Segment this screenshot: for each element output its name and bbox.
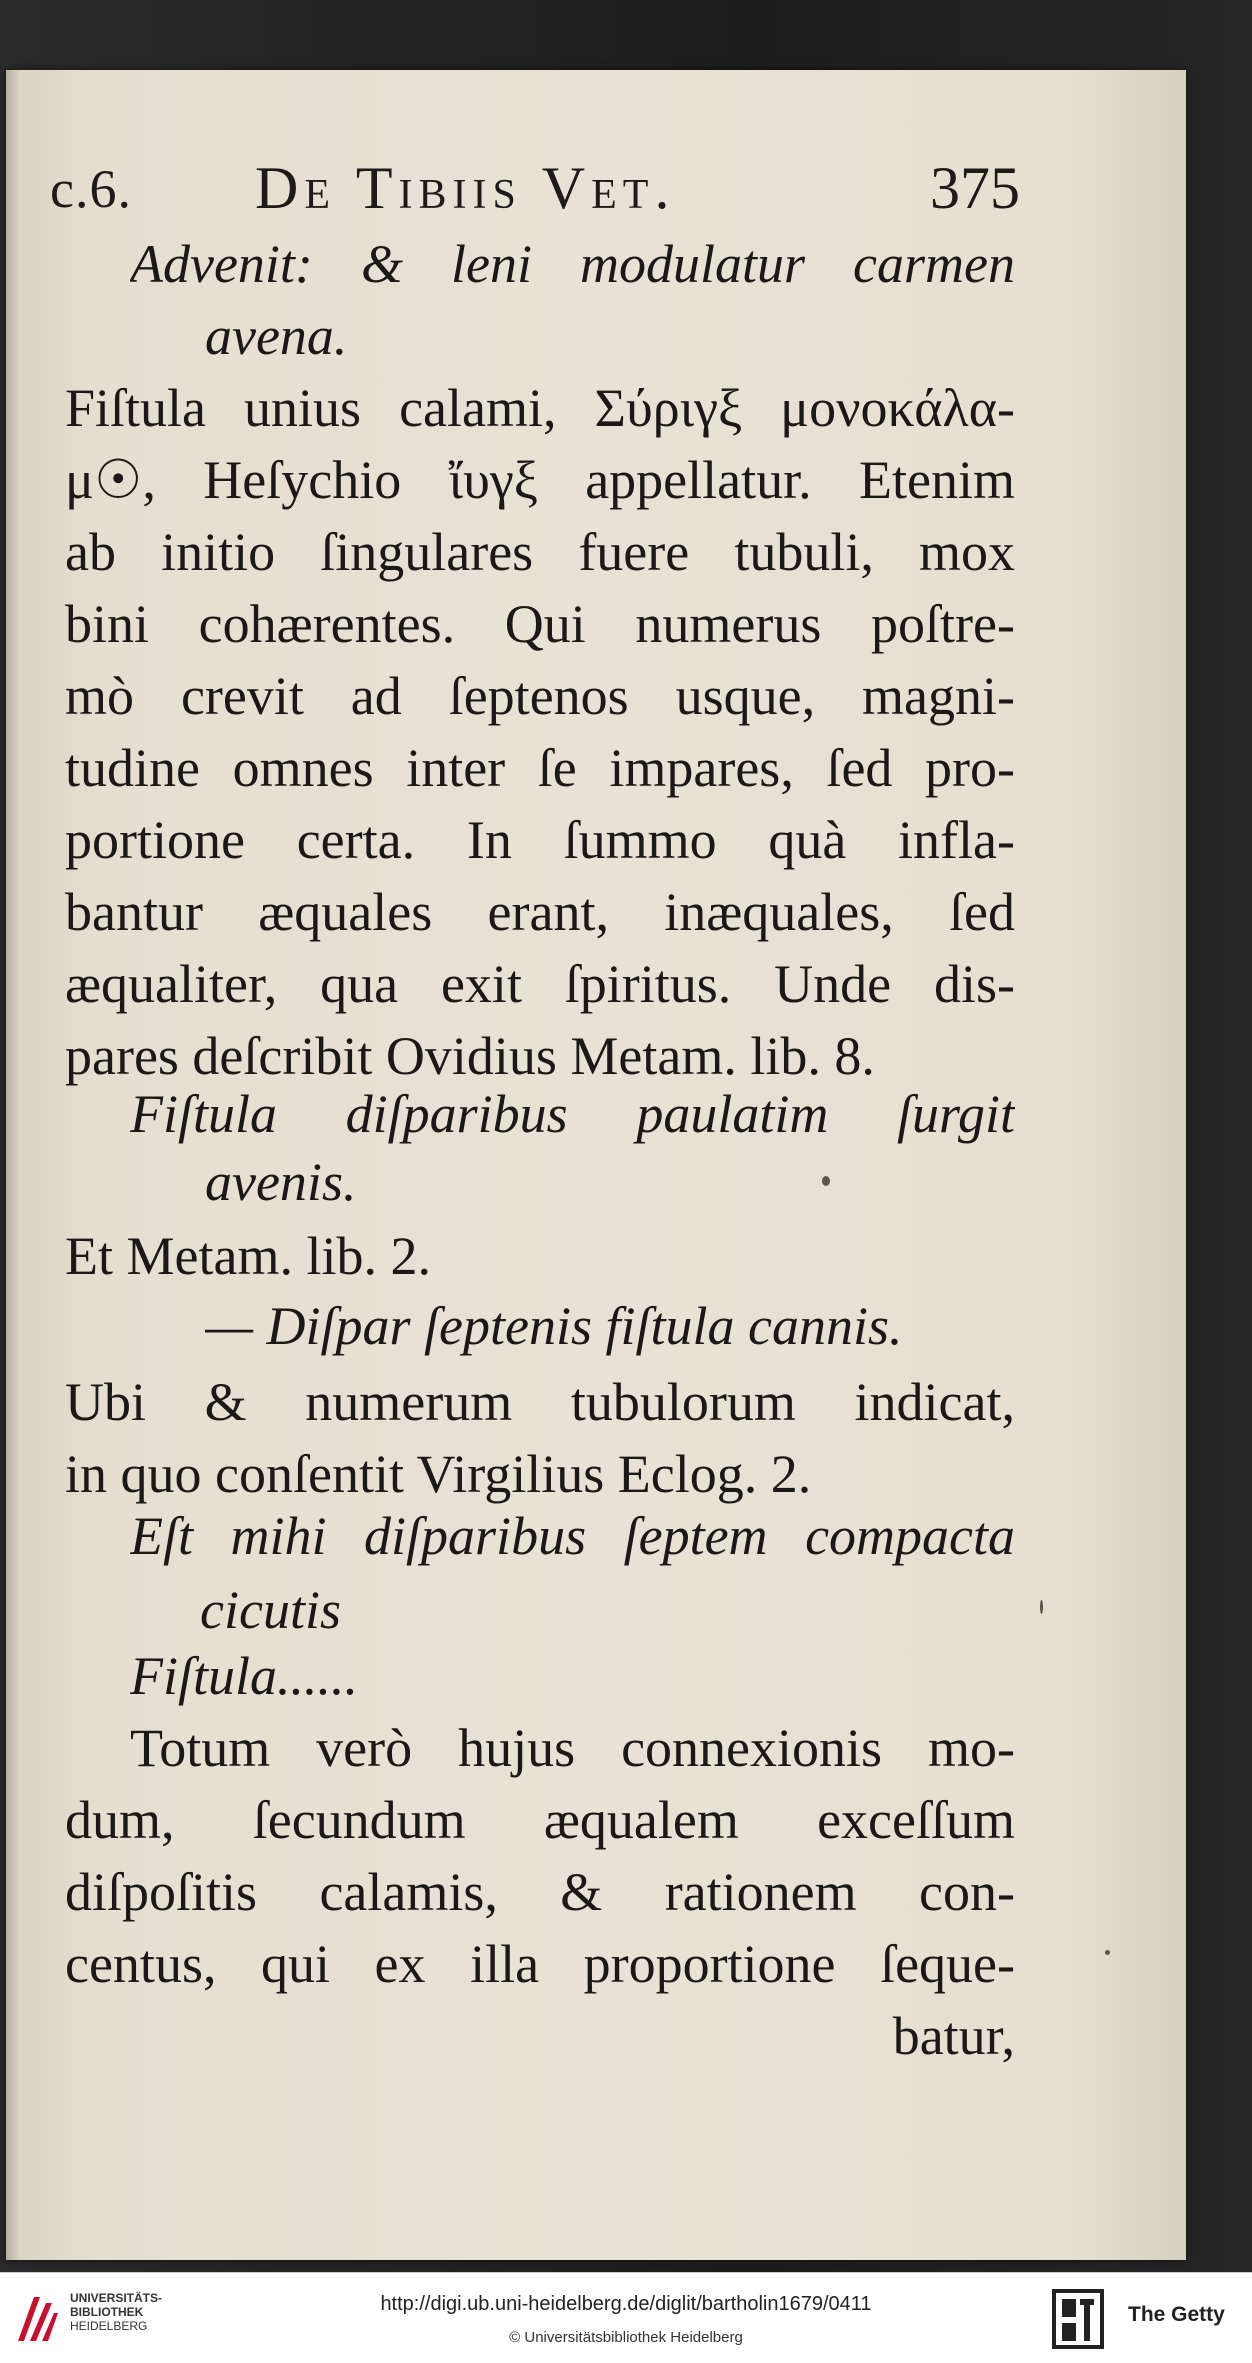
viewer-footer bbox=[0, 2272, 1252, 2363]
paper-speck bbox=[1040, 1600, 1043, 1614]
text-line: æqualiter, qua exit ſpiritus. Unde dis- bbox=[65, 954, 1015, 1014]
text-line: Totum verò hujus connexionis mo- bbox=[130, 1718, 1015, 1778]
getty-logo-text: The Getty bbox=[1128, 2303, 1225, 2326]
copyright-notice: © Universitätsbibliothek Heidelberg bbox=[509, 2329, 743, 2346]
text-line: pares deſcribit Ovidius Metam. lib. 8. bbox=[65, 1026, 875, 1086]
text-line: Advenit: & leni modulatur carmen bbox=[130, 234, 1015, 294]
paper-speck bbox=[822, 1176, 830, 1186]
text-line: avena. bbox=[205, 306, 348, 366]
text-line: mò crevit ad ſeptenos usque, magni- bbox=[65, 666, 1015, 726]
text-line: Fiſtula diſparibus paulatim ſurgit bbox=[130, 1084, 1015, 1144]
text-line: ab initio ſingulares fuere tubuli, mox bbox=[65, 522, 1015, 582]
paper-speck bbox=[1105, 1950, 1110, 1955]
text-line: avenis. bbox=[205, 1152, 357, 1212]
text-line: Fiſtula unius calami, Σύριγξ μονοκάλα- bbox=[65, 378, 1015, 438]
page-number: 375 bbox=[930, 155, 1020, 221]
permalink-url[interactable]: http://digi.ub.uni-heidelberg.de/diglit/bartholin1679/0411 bbox=[380, 2293, 872, 2315]
text-line: diſpoſitis calamis, & rationem con- bbox=[65, 1862, 1015, 1922]
chapter-marker: c.6. bbox=[50, 159, 132, 219]
university-library-logo-text: UNIVERSITÄTS- BIBLIOTHEK HEIDELBERG bbox=[70, 2291, 163, 2333]
text-line: Fiſtula...... bbox=[130, 1646, 358, 1706]
text-line: bantur æquales erant, inæquales, ſed bbox=[65, 882, 1015, 942]
running-head bbox=[50, 150, 1020, 240]
running-title: De Tibiis Vet. bbox=[255, 155, 676, 221]
text-line: batur, bbox=[892, 2006, 1015, 2066]
getty-logo-icon bbox=[1052, 2289, 1104, 2349]
text-line: Et Metam. lib. 2. bbox=[65, 1226, 431, 1286]
text-line: Ubi & numerum tubulorum indicat, bbox=[65, 1372, 1015, 1432]
text-line: μ☉, Heſychio ἴυγξ appellatur. Etenim bbox=[65, 450, 1015, 510]
text-line: bini cohærentes. Qui numerus poſtre- bbox=[65, 594, 1015, 654]
text-line: centus, qui ex illa proportione ſeque- bbox=[65, 1934, 1015, 1994]
text-line: in quo conſentit Virgilius Eclog. 2. bbox=[65, 1444, 812, 1504]
text-line: portione certa. In ſummo quà infla- bbox=[65, 810, 1015, 870]
text-line: cicutis bbox=[200, 1580, 341, 1640]
page-gutter-shadow bbox=[6, 70, 20, 2260]
text-line: tudine omnes inter ſe impares, ſed pro- bbox=[65, 738, 1015, 798]
text-line: — Diſpar ſeptenis fiſtula cannis. bbox=[205, 1296, 903, 1356]
text-line: dum, ſecundum æqualem exceſſum bbox=[65, 1790, 1015, 1850]
text-line: Eſt mihi diſparibus ſeptem compacta bbox=[130, 1506, 1015, 1566]
